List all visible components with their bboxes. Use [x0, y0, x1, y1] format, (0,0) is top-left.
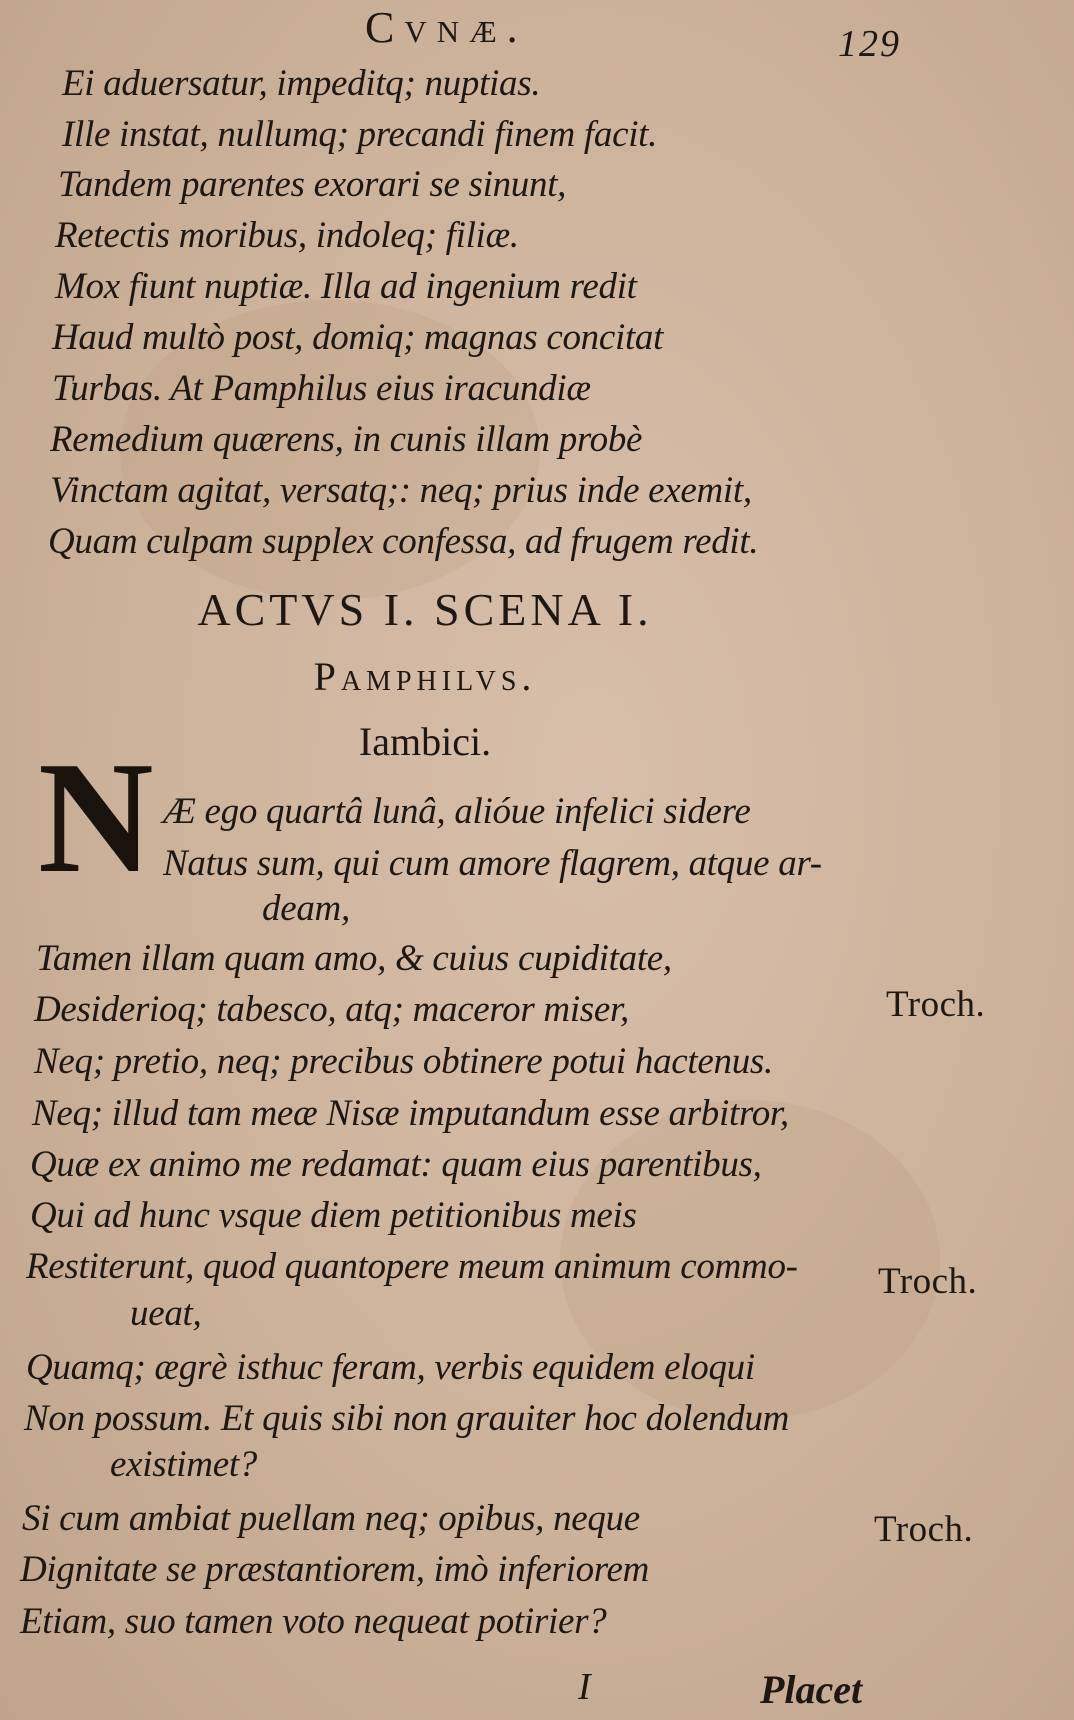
signature-mark: I	[578, 1666, 591, 1708]
verse-line: Desiderioq; tabesco, atq; maceror miser,	[34, 989, 629, 1030]
running-header: Cvnæ.	[365, 3, 528, 52]
verse-line: Non possum. Et quis sibi non grauiter hoc dolendum	[24, 1398, 790, 1439]
argument-line: Vinctam agitat, versatq;: neq; prius inde exemit,	[50, 470, 752, 511]
verse-line: Quæ ex animo me redamat: quam eius parentibus,	[30, 1144, 762, 1185]
verse-line: Neq; pretio, neq; precibus obtinere potui hactenus.	[34, 1041, 773, 1082]
argument-line: Turbas. At Pamphilus eius iracundiæ	[52, 368, 591, 409]
verse-line-continuation: deam,	[262, 888, 350, 929]
verse-line-continuation: existimet?	[110, 1444, 258, 1485]
page-number: 129	[838, 23, 901, 65]
speaker-name: Pamphilvs.	[313, 654, 537, 699]
verse-line: Neq; illud tam meæ Nisæ imputandum esse arbitror,	[32, 1093, 789, 1134]
verse-line: Si cum ambiat puellam neq; opibus, neque	[22, 1498, 640, 1539]
margin-note: Troch.	[886, 984, 986, 1025]
verse-line: Qui ad hunc vsque diem petitionibus meis	[30, 1195, 637, 1236]
verse-line: Etiam, suo tamen voto nequeat potirier?	[20, 1601, 607, 1642]
meter-label: Iambici.	[358, 719, 492, 764]
argument-line: Tandem parentes exorari se sinunt,	[58, 164, 567, 205]
argument-line: Retectis moribus, indoleq; filiæ.	[55, 215, 519, 256]
margin-note: Troch.	[878, 1261, 978, 1302]
argument-line: Remedium quærens, in cunis illam probè	[50, 419, 643, 460]
drop-capital: N	[38, 728, 154, 906]
verse-line: Restiterunt, quod quantopere meum animum commo-	[26, 1246, 798, 1287]
argument-line: Haud multò post, domiq; magnas concitat	[52, 317, 664, 358]
argument-line: Mox fiunt nuptiæ. Illa ad ingenium redit	[55, 266, 637, 307]
verse-line: Æ ego quartâ lunâ, alióue infelici sidere	[163, 791, 751, 832]
catchword: Placet	[760, 1667, 863, 1712]
verse-line: Tamen illam quam amo, & cuius cupiditate,	[36, 938, 672, 979]
act-heading: ACTVS I. SCENA I.	[197, 584, 653, 635]
argument-line: Ille instat, nullumq; precandi finem facit.	[62, 114, 658, 155]
argument-line: Ei aduersatur, impeditq; nuptias.	[62, 63, 541, 104]
verse-line: Dignitate se præstantiorem, imò inferiorem	[20, 1549, 650, 1590]
verse-line: Natus sum, qui cum amore flagrem, atque ar-	[163, 843, 822, 884]
verse-line: Quamq; ægrè isthuc feram, verbis equidem eloqui	[26, 1347, 755, 1388]
verse-line-continuation: ueat,	[130, 1293, 202, 1334]
argument-line: Quam culpam supplex confessa, ad frugem redit.	[48, 521, 759, 562]
margin-note: Troch.	[874, 1509, 974, 1550]
